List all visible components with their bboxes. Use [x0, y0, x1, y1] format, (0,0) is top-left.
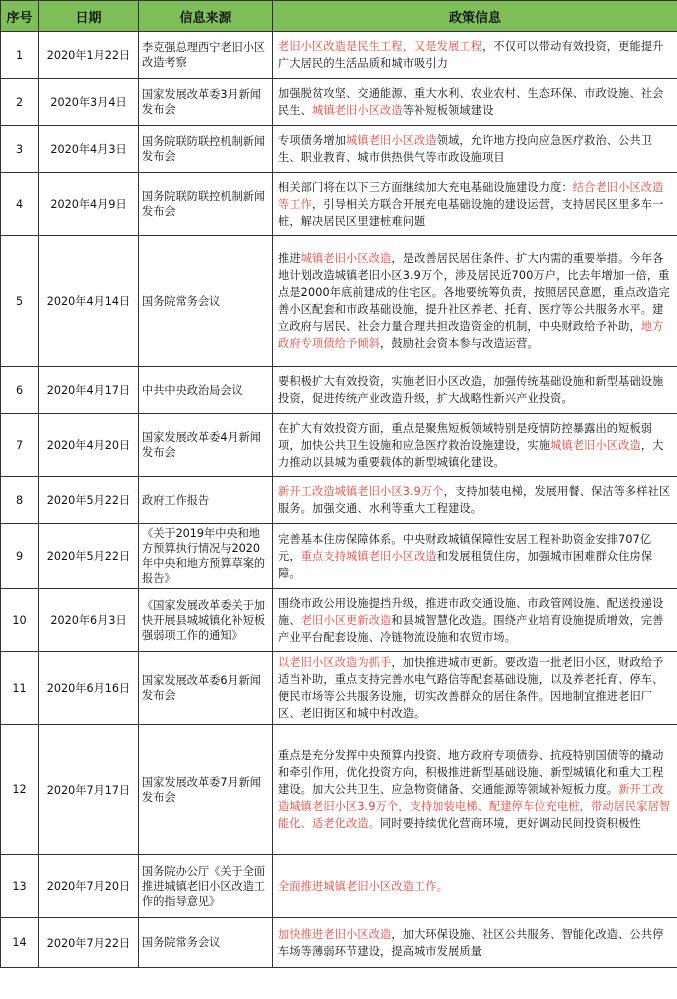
row-date: 2020年6月3日 — [39, 589, 139, 652]
highlighted-text: 重点支持城镇老旧小区改造 — [300, 549, 437, 563]
row-number: 4 — [1, 173, 39, 236]
row-source: 国务院办公厅《关于全面推进城镇老旧小区改造工作的指导意见》 — [139, 855, 273, 918]
row-date: 2020年4月3日 — [39, 126, 139, 173]
highlighted-text: 结合老旧小区改造等工作 — [278, 180, 664, 211]
policy-text: ，引导相关方联合开展充电基础设施的建设运营，支持居民区里多车一桩，解决居民区里建桩难问题 — [278, 197, 664, 228]
row-source: 国家发展改革委6月新闻发布会 — [139, 652, 273, 725]
header-date: 日期 — [39, 1, 139, 32]
policy-text: ，加大环保设施、社区公共服务、智能化改造、公共停车场等薄弱环节建设，提高城市发展质量 — [278, 927, 664, 958]
policy-text: 相关部门将在以下三方面继续加大充电基础设施建设力度： — [278, 180, 573, 194]
row-date: 2020年7月22日 — [39, 918, 139, 968]
policy-text: 等补短板领域建设 — [402, 104, 494, 117]
row-policy-info — [273, 414, 677, 477]
row-source: 国务院联防联控机制新闻发布会 — [139, 173, 273, 236]
row-source: 李克强总理西宁老旧小区改造考察 — [139, 32, 273, 79]
row-source: 国家发展改革委4月新闻发布会 — [139, 414, 273, 477]
highlighted-text: 城镇老旧小区改造 — [300, 252, 392, 265]
row-date: 2020年7月17日 — [39, 725, 139, 855]
row-source: 《国家发展改革委关于加快开展县城城镇化补短板强弱项工作的通知》 — [139, 589, 273, 652]
highlighted-text: 以老旧小区改造为抓手 — [278, 656, 392, 669]
policy-text: 在扩大有效投资方面，重点是聚焦短板领域特别是疫情防控暴露出的短板弱项，加快公共卫生设施和应急医疗救治设施建设，实施 — [278, 421, 653, 452]
policy-text: ，是改善居民居住条件、扩大内需的重要举措。今年各地计划改造城镇老旧小区3.9万个，涉及居民近700万户，比去年增加一倍，重点是2000年底前建成的住宅区。各地要统筹负责，按照居民意愿，重点改造完善小区配套和市政基础设施，提升社区养老、托育、医疗等公共服务水平。建立政府与居民、社会力量合理共担改造资金的机制，中央财政给予补助， — [278, 252, 670, 333]
row-policy-info — [273, 126, 677, 173]
row-number: 11 — [1, 652, 39, 725]
table-row — [1, 79, 677, 126]
policy-text: ，支持加装电梯，发展用餐、保洁等多样社区服务。加强交通、水利等重大工程建设。 — [278, 485, 671, 515]
table-row — [1, 589, 677, 652]
row-source: 国务院联防联控机制新闻发布会 — [139, 126, 273, 173]
row-number: 12 — [1, 725, 39, 855]
highlighted-text: 全面推进城镇老旧小区改造工作。 — [278, 879, 449, 893]
table-row — [1, 32, 677, 79]
policy-text: ，不仅可以带动有效投资，更能提升广大居民的生活品质和城市吸引力 — [278, 40, 664, 70]
highlighted-text: 城镇老旧小区改造 — [550, 438, 641, 452]
policy-text: ，大力推动以县城为重要载体的新型城镇化建设。 — [278, 438, 664, 469]
row-source: 政府工作报告 — [139, 477, 273, 524]
policy-text: 重点是充分发挥中央预算内投资、地方政府专项债券、抗疫特别国债等的撬动和牵引作用，优化投资方向，积极推进新型基础设施、新型城镇化和重大工程建设。加大公共卫生、应急物资储备、交通能源等领域补短板力度。 — [278, 749, 664, 796]
policy-text: 完善基本住房保障体系。中央财政城镇保障性安居工程补助资金安排707亿元， — [278, 532, 652, 563]
row-source: 国家发展改革委3月新闻发布会 — [139, 79, 273, 126]
highlighted-text: 新开工改造城镇老旧小区3.9万个 — [278, 485, 444, 498]
header-no: 序号 — [1, 1, 39, 32]
row-policy-info — [273, 79, 677, 126]
row-date: 2020年4月9日 — [39, 173, 139, 236]
header-source: 信息来源 — [139, 1, 273, 32]
policy-text: 推进 — [278, 252, 301, 265]
highlighted-text: 地方政府专项债给予倾斜 — [278, 320, 664, 350]
row-date: 2020年7月20日 — [39, 855, 139, 918]
row-source: 中共中央政治局会议 — [139, 367, 273, 414]
table-row — [1, 477, 677, 524]
row-source: 国务院常务会议 — [139, 918, 273, 968]
row-number: 1 — [1, 32, 39, 79]
highlighted-text: 加快推进老旧小区改造 — [278, 927, 392, 941]
row-number: 8 — [1, 477, 39, 524]
policy-text: 专项债务增加 — [278, 134, 347, 147]
row-policy-info — [273, 32, 677, 79]
row-policy-info — [273, 589, 677, 652]
highlighted-text: 城镇老旧小区改造 — [346, 134, 437, 147]
row-policy-info — [273, 725, 677, 855]
highlighted-text: 新开工改造城镇老旧小区3.9万个，支持加装电梯、配建停车位充电桩，带动居民家居智能化、适老化改造。 — [278, 783, 671, 830]
row-number: 2 — [1, 79, 39, 126]
row-date: 2020年5月22日 — [39, 477, 139, 524]
row-number: 14 — [1, 918, 39, 968]
row-policy-info — [273, 855, 677, 918]
row-date: 2020年4月14日 — [39, 236, 139, 367]
policy-text: ，加快推进城市更新。要改造一批老旧小区，财政给予适当补助，重点支持完善水电气路信等配套基础设施，以及养老托育、停车、便民市场等公共服务设施，切实改善群众的居住条件。因地制宜推进老旧厂区、老旧街区和城中村改造。 — [278, 656, 664, 720]
row-policy-info — [273, 918, 677, 968]
row-number: 5 — [1, 236, 39, 367]
row-source: 《关于2019年中央和地方预算执行情况与2020年中央和地方预算草案的报告》 — [139, 524, 273, 589]
header-row — [1, 1, 677, 32]
table-row — [1, 367, 677, 414]
row-number: 3 — [1, 126, 39, 173]
row-policy-info — [273, 652, 677, 725]
policy-text: 和县城智慧化改造。围绕产业培育设施提质增效，完善产业平台配套设施、冷链物流设施和农贸市场。 — [278, 613, 664, 644]
policy-text: ，鼓励社会资本参与改造运营。 — [380, 337, 539, 350]
row-date: 2020年1月22日 — [39, 32, 139, 79]
header-info: 政策信息 — [273, 1, 677, 32]
table-row — [1, 524, 677, 589]
row-date: 2020年5月22日 — [39, 524, 139, 589]
row-number: 9 — [1, 524, 39, 589]
policy-text: 围绕市政公用设施提挡升级，推进市政交通设施、市政管网设施、配送投递设施、 — [278, 596, 664, 627]
row-date: 2020年4月20日 — [39, 414, 139, 477]
table-row — [1, 918, 677, 968]
row-number: 10 — [1, 589, 39, 652]
row-policy-info — [273, 173, 677, 236]
row-policy-info — [273, 524, 677, 589]
policy-text: 领域，允许地方投向应急医疗救治、公共卫生、职业教育、城市供热供气等市政设施项目 — [278, 134, 653, 164]
row-number: 13 — [1, 855, 39, 918]
table-row — [1, 126, 677, 173]
table-row — [1, 173, 677, 236]
table-body — [1, 32, 677, 968]
policy-text: 要积极扩大有效投资，实施老旧小区改造，加强传统基础设施和新型基础设施投资，促进传统产业改造升级，扩大战略性新兴产业投资。 — [278, 375, 664, 405]
policy-text: 和发展租赁住房，加强城市困难群众住房保障。 — [278, 549, 653, 580]
row-source: 国家发展改革委7月新闻发布会 — [139, 725, 273, 855]
highlighted-text: 老旧小区更新改造 — [300, 613, 392, 627]
highlighted-text: 城镇老旧小区改造 — [312, 104, 403, 117]
row-source: 国务院常务会议 — [139, 236, 273, 367]
table-row — [1, 236, 677, 367]
policy-text: 同时要持续优化营商环境，更好调动民间投资积极性 — [380, 817, 641, 830]
table-row — [1, 855, 677, 918]
table-row — [1, 652, 677, 725]
row-date: 2020年3月4日 — [39, 79, 139, 126]
row-policy-info — [273, 367, 677, 414]
row-date: 2020年4月17日 — [39, 367, 139, 414]
table-row — [1, 414, 677, 477]
row-number: 7 — [1, 414, 39, 477]
row-policy-info — [273, 236, 677, 367]
highlighted-text: 老旧小区改造是民生工程，又是发展工程 — [278, 40, 483, 53]
table-row — [1, 725, 677, 855]
row-date: 2020年6月16日 — [39, 652, 139, 725]
row-number: 6 — [1, 367, 39, 414]
row-policy-info — [273, 477, 677, 524]
policy-text: 加强脱贫攻坚、交通能源、重大水利、农业农村、生态环保、市政设施、社会民生、 — [278, 87, 664, 117]
